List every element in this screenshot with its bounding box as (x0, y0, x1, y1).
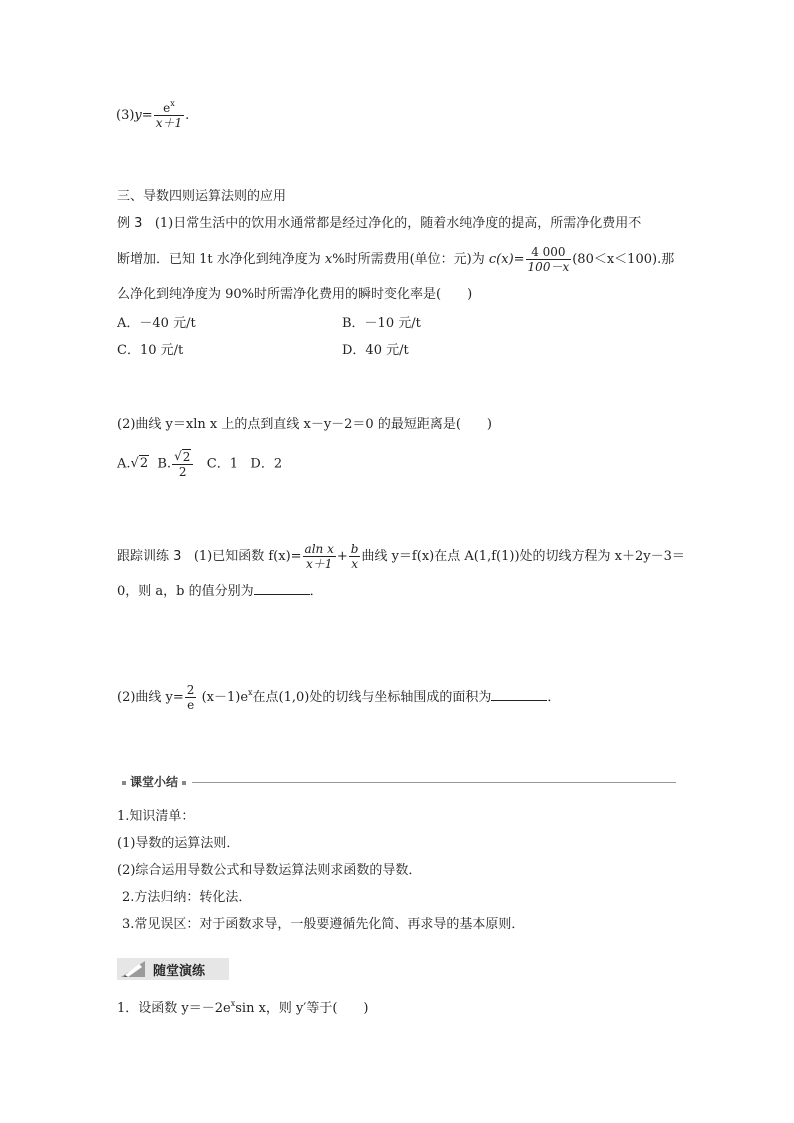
class-summary-header: 课堂小结 (118, 772, 676, 792)
practice-question-1: 1．设函数 $y=-2e^x\sin$ x，则 y′等于( ) (117, 999, 369, 1016)
answer-blank (254, 582, 310, 595)
fraction-2-over-e: $\frac{2}{e}$ (186, 683, 195, 712)
practice-section-tag: 随堂演练 (117, 958, 229, 980)
summary-line-4: 2.方法归纳：转化法． (122, 890, 252, 905)
section-title: 三、导数四则运算法则的应用 (117, 189, 287, 204)
fraction-ex-over-x-plus-1: $\frac{e^x}{x+1}$ (155, 99, 183, 130)
example-3-line-2: 断增加．已知 1t 水净化到纯净度为 x%时所需费用(单位：元)为 c(x)= $\frac{4 000}{100-x}$ (80＜x＜100).那 (117, 245, 675, 274)
example-3-line-3: 么净化到纯净度为 90%时所需净化费用的瞬时变化率是( ) (117, 287, 473, 302)
square-bullet-icon (122, 781, 126, 785)
question-3-formula: (3)y= $\frac{e^x}{x+1}$ . (116, 99, 190, 130)
divider (192, 782, 676, 783)
tracking-exercise-3-line-2: 0，则 a，b 的值分别为 ． (117, 584, 323, 599)
tracking-exercise-3-part-2: (2)曲线 y= $\frac{2}{e}$ $(x-1)e^x$在点(1,0)处的切线与坐标轴围成的面积为 ． (117, 683, 561, 712)
tracking-exercise-3-line-1: 跟踪训练 3 (1)已知函数 f(x)= $\frac{\text{aln x}}{x+1}$ + $\frac{b}{x}$ 曲线 y＝f(x)在点 A(1,f(1))处的切线方程为 x＋2y－3＝ (117, 542, 685, 571)
sqrt-symbol: √2 (130, 456, 149, 471)
example-3-line-1: 例 3 (1)日常生活中的饮用水通常都是经过净化的，随着水纯净度的提高，所需净化费用不 (117, 216, 642, 231)
example-3-part-2: (2)曲线 y＝xln x 上的点到直线 x－y－2＝0 的最短距离是( ) (117, 417, 492, 432)
fraction-cost: $\frac{4 000}{100-x}$ (527, 245, 570, 274)
fraction-alnx: $\frac{\text{aln x}}{x+1}$ (304, 542, 334, 571)
summary-line-3: (2)综合运用导数公式和导数运算法则求函数的导数． (117, 863, 422, 878)
example-3-part-2-options: A.√2 B. $\frac{√2}{2}$ C．1 D．2 (117, 444, 282, 485)
summary-line-2: (1)导数的运算法则． (117, 836, 240, 851)
pencil-icon (121, 961, 145, 977)
option-b: B．－10 元/t (342, 316, 421, 331)
option-c: C．10 元/t (117, 343, 184, 358)
square-bullet-icon (182, 781, 186, 785)
summary-line-1: 1.知识清单： (117, 809, 195, 824)
answer-blank (491, 688, 547, 701)
option-d: D．40 元/t (342, 343, 409, 358)
fraction-sqrt2-over-2: $\frac{√2}{2}$ (172, 449, 193, 479)
summary-line-5: 3.常见误区：对于函数求导，一般要遵循先化简、再求导的基本原则． (122, 917, 525, 932)
option-a: A．－40 元/t (117, 316, 196, 331)
fraction-b-over-x: $\frac{b}{x}$ (350, 542, 359, 571)
